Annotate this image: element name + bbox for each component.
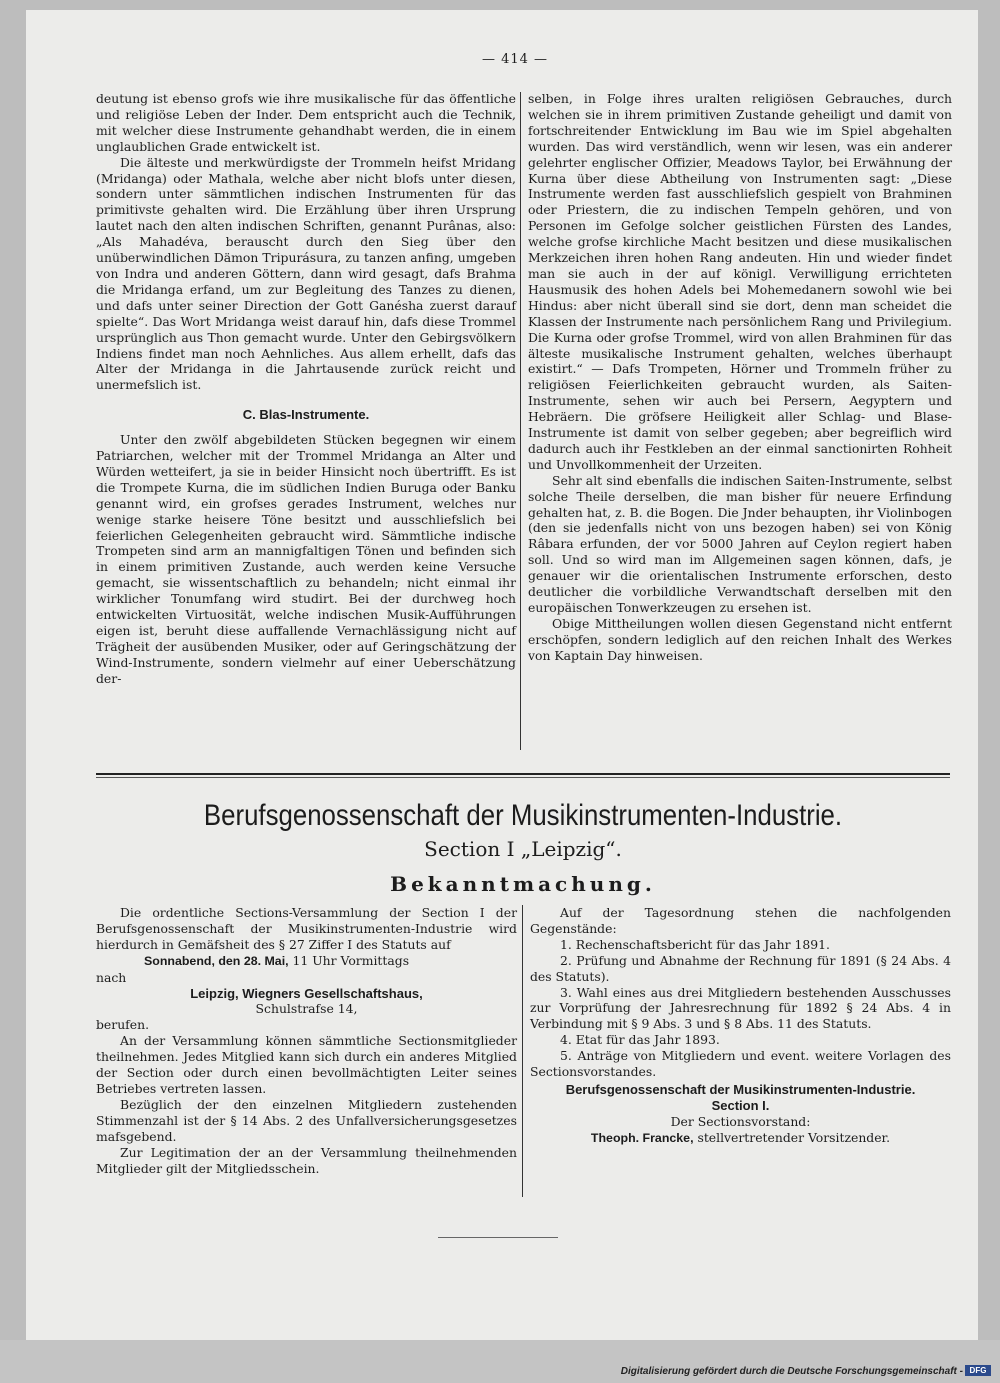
end-rule (438, 1237, 558, 1238)
agenda-item: 2. Prüfung und Abnahme der Rechnung für 1891 (§ 24 Abs. 4 des Statuts). (530, 952, 951, 984)
paragraph: selben, in Folge ihres uralten religiösen Gebrauches, durch welchen sie in ihrem primitiven Zustande geheiligt und damit von fortschreitender Entwicklung im Bau wie im Spiel abgehalten wurden. Das wird verständlich, wenn wir lesen, was ein anderer gelehrter englischer Offizier, Meadows Taylor, bei Erwähnung der Kurna über diese Abtheilung von Instrumenten sagt: „Diese Instrumente werden fast ausschliefslich gespielt von Brahminen oder Priestern, die zu indischen Tempeln gehören, und von Personen im Gefolge solcher geistlichen Fürsten des Landes, welche grofse kirchliche Macht besitzen und diese musikalischen Merkzeichen ihren hohen Rang andeuten. Hin und wieder findet man sie auch in der auf königl. Verwilligung errichteten Hausmusik des hohen Adels bei Mohemedanern sowohl wie bei Hindus: aber nicht überall sind sie dort, denn man scheidet die Klassen der Instrumente nach persönlichem Rang und Privilegium. Die Kurna oder grofse Trommel, wird von allen Brahminen für das älteste musikalische Instrument gehalten, welches überhaupt existirt.“ — Dafs Trompeten, Hörner und Trommeln früher zu religiösen Feierlichkeiten gebraucht wurden, als Saiten-Instrumente, sehen wir auch bei Persern, Aegyptern und Hebräern. Die gröfsere Heiligkeit aller Schlag- und Blase-Instrumente ist damit von selber gegeben; aber begreiflich wird dadurch auch ihr Festkleben an der einmal sanctionirten Rohheit und Unvollkommenheit der Urzeiten. (528, 91, 952, 472)
paragraph: Sehr alt sind ebenfalls die indischen Saiten-Instrumente, selbst solche Theile derselben, die man bisher für neuere Erfindung gehalten hat, z. B. die Bogen. Die Jnder behaupten, ihr Violinbogen (den sie jedenfalls nicht von uns bezogen haben) sei von König Râbara erfunden, der vor 5000 Jahren auf Ceylon regiert haben soll. Und so wird man im Allgemeinen sagen können, dafs, je genauer wir die orientalischen Instrumente erforschen, desto deutlicher die vorbildliche Verwandtschaft derselben mit den europäischen Tonwerkzeugen zu ersehen ist. (528, 472, 952, 615)
page-number: — 414 — (481, 52, 549, 67)
left-column (96, 91, 516, 687)
notice-left-column (96, 905, 517, 1176)
paragraph: deutung ist ebenso grofs wie ihre musikalische für das öffentliche und religiöse Leben der Inder. Dem entspricht auch die Technik, mit welcher diese Instrumente gehandhabt werden, die in einem unglaublichen Grade entwickelt ist. (96, 91, 516, 154)
date-time: 11 Uhr Vormittags (288, 952, 410, 968)
paragraph: Zur Legitimation der an der Versammlung theilnehmenden Mitglieder gilt der Mitgliedsschein. (96, 1144, 517, 1176)
date-bold: Sonnabend, den 28. Mai, (144, 953, 289, 968)
paragraph: Die ordentliche Sections-Versammlung der Section I der Berufsgenossenschaft der Musikinstrumenten-Industrie wird hierdurch in Gemäfsheit des § 27 Ziffer I des Statuts auf (96, 905, 517, 952)
signature-org: Berufsgenossenschaft der Musikinstrumenten-Industrie. (565, 1081, 916, 1097)
paragraph: Bezüglich der den einzelnen Mitgliedern zustehenden Stimmenzahl ist der § 14 Abs. 2 des Unfallversicherungsgesetzes mafsgebend. (96, 1096, 517, 1144)
venue-street: Schulstrafse 14, (255, 1001, 358, 1017)
paragraph: Unter den zwölf abgebildeten Stücken begegnen wir einem Patriarchen, welcher mit der Trommel Mridanga an Alter und Würden wetteifert, ja sie in beider Hinsicht noch übertrifft. Es ist die Trompete Kurna, die im südlichen Indien Buruga oder Banku genannt wird, ein grofses gerades Instrument, welches nur wenige starke heisere Töne besitzt und ausschliefslich bei feierlichen Gelegenheiten gebraucht wird. Sämmtliche indische Trompeten sind arm an mannigfaltigen Tönen und befinden sich in einem primitiven Zustande, auch werden keine Versuche gemacht, sie wissentschaftlich zu behandeln; nicht einmal ihr wirklicher Tonumfang wird studirt. Bei der durchweg hoch entwickelten Virtuosität, welche indischen Musik-Aufführungen eigen ist, beruht diese auffallende Vernachlässigung nicht auf Trägheit der ausübenden Musiker, oder auf Geringschätzung der Wind-Instrumente, sondern vielmehr auf einer Ueberschätzung der- (96, 432, 516, 686)
dfg-logo: DFG (965, 1365, 991, 1376)
signer-name: Theoph. Francke, (590, 1130, 694, 1145)
paragraph: Obige Mittheilungen wollen diesen Gegenstand nicht entfernt erschöpfen, sondern lediglich auf den reichen Inhalt des Werkes von Kaptain Day hinweisen. (528, 615, 952, 663)
signature-name (530, 1130, 951, 1147)
text-line: nach (96, 969, 127, 985)
notice-section: Section I „Leipzig“. (424, 837, 622, 861)
separator-rule (96, 773, 950, 775)
digitization-credit: Digitalisierung gefördert durch die Deutsche Forschungsgemeinschaft - (620, 1366, 963, 1377)
meeting-venue: Leipzig, Wiegners Gesellschaftshaus, (190, 985, 423, 1001)
notice-heading: Bekanntmachung. (390, 872, 656, 896)
signature-board: Der Sectionsvorstand: (670, 1113, 811, 1129)
signature-section: Section I. (711, 1097, 770, 1113)
agenda-item: 1. Rechenschaftsbericht für das Jahr 1891. (560, 936, 830, 952)
separator-rule (96, 777, 950, 778)
right-column (528, 91, 952, 664)
agenda-item: 5. Anträge von Mitgliedern und event. weitere Vorlagen des Sectionsvorstandes. (530, 1048, 951, 1080)
agenda-item: 4. Etat für das Jahr 1893. (560, 1032, 720, 1048)
agenda-intro: Auf der Tagesordnung stehen die nachfolgenden Gegenstände: (530, 905, 951, 936)
column-divider (522, 905, 523, 1197)
meeting-date (144, 953, 517, 970)
paragraph: Die älteste und merkwürdigste der Trommeln heifst Mridang (Mridanga) oder Mathala, welche aber nicht blofs unter diesen, sondern unter sämmtlichen indischen Instrumenten für das primitivste gehalten wird. Die Erzählung über ihren Ursprung lautet nach den alten indischen Schriften, genannt Purânas, also: „Als Mahadéva, berauscht durch den Sieg über den unüberwindlichen Dämon Tripurásura, zu tanzen anfing, umgeben von Indra und anderen Göttern, dann wird gesagt, dafs Brahma die Mridanga erfand, um zur Begleitung des Tanzes zu dienen, und dafs unter seiner Direction der Gott Ganésha zuerst darauf spielte“. Das Wort Mridanga weist darauf hin, dafs diese Trommel ursprünglich aus Thon gemacht wurde. Unter den Gebirgsvölkern Indiens findet man noch Aehnliches. Aus allem erhellt, dafs das Alter der Mridanga in die Jahrtausende zurück reicht und unermefslich ist. (96, 154, 516, 393)
notice-right-column (530, 905, 951, 1147)
section-heading: C. Blas-Instrumente. (242, 407, 370, 423)
text-line: berufen. (96, 1017, 150, 1033)
signer-role: stellvertretender Vorsitzender. (693, 1129, 891, 1145)
agenda-item: 3. Wahl eines aus drei Mitgliedern bestehenden Ausschusses zur Vorprüfung der Jahresrechnung für 1892 § 24 Abs. 4 in Verbindung mit § 9 Abs. 3 und § 8 Abs. 11 des Statuts. (530, 984, 951, 1032)
notice-title: Berufsgenossenschaft der Musikinstrumenten-Industrie. (203, 799, 843, 832)
paragraph: An der Versammlung können sämmtliche Sectionsmitglieder theilnehmen. Jedes Mitglied kann sich durch ein anderes Mitglied der Section oder durch einen bevollmächtigten Leiter seines Betriebes vertreten lassen. (96, 1033, 517, 1096)
column-divider (520, 92, 521, 750)
